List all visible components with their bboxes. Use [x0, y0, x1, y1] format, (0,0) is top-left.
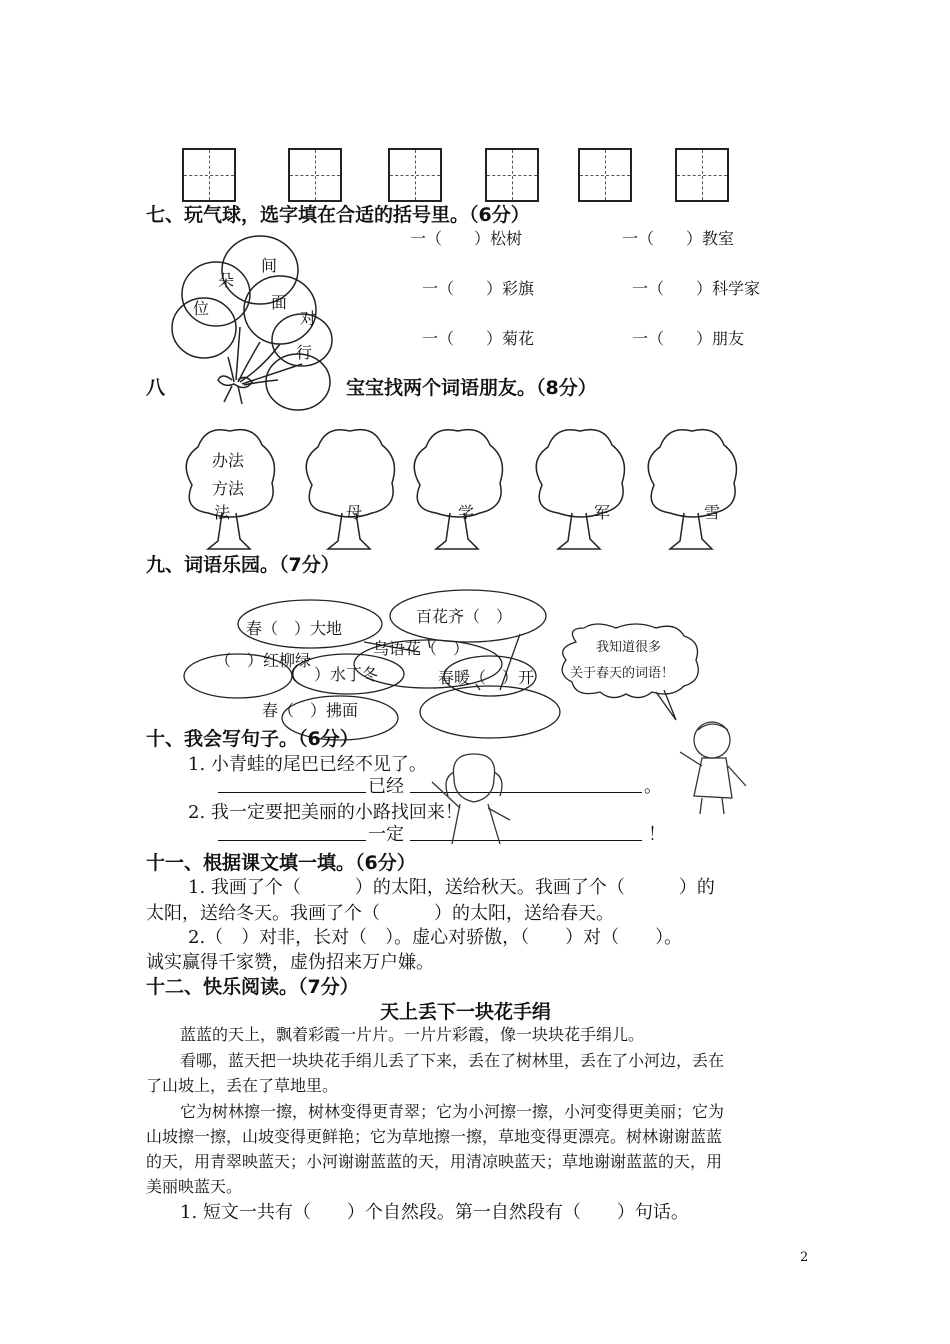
writing-box[interactable]: [288, 148, 342, 202]
tree-example-word: 方法: [212, 479, 245, 498]
passage-line: 蓝蓝的天上，飘着彩霞一片片。一片片彩霞，像一块块花手绢儿。: [180, 1025, 645, 1044]
boy-illustration-icon: [672, 716, 762, 816]
fill-blank[interactable]: 一（ ）科学家: [632, 279, 761, 298]
balloon-char: 行: [296, 343, 313, 362]
fill-blank[interactable]: 一（ ）朋友: [632, 329, 745, 348]
writing-box[interactable]: [388, 148, 442, 202]
answer-line[interactable]: [218, 840, 366, 841]
tree-icon: [640, 425, 742, 553]
tree-example-word: 办法: [212, 451, 245, 470]
q9-title: 九、词语乐园。（7分）: [146, 554, 340, 576]
phrase[interactable]: 鸟语花（ ）: [373, 639, 470, 658]
q11-title: 十一、根据课文填一填。（6分）: [146, 852, 416, 874]
balloon-char: 对: [300, 309, 317, 328]
sentence-fill-word: 一定: [368, 824, 404, 845]
phrase[interactable]: 百花齐（ ）: [416, 607, 513, 626]
balloon-char: 间: [261, 256, 278, 275]
passage-line: 美丽映蓝天。: [146, 1177, 243, 1196]
passage-line: 了山坡上，丢在了草地里。: [146, 1076, 339, 1095]
writing-box[interactable]: [485, 148, 539, 202]
sentence-fill-word: 已经: [368, 776, 404, 797]
passage-title: 天上丢下一块花手绢: [380, 1001, 552, 1023]
text-line: 诚实赢得千家赞，虚伪招来万户嫌。: [146, 952, 434, 973]
tree-icon: [298, 425, 400, 553]
q10-title: 十、我会写句子。（6分）: [146, 728, 359, 750]
writing-box[interactable]: [675, 148, 729, 202]
q7-title: 七、玩气球，选字填在合适的括号里。（6分）: [146, 204, 530, 226]
tree-char: 学: [458, 503, 475, 522]
phrase[interactable]: 春（ ）拂面: [262, 701, 359, 720]
q8-title-right: 宝宝找两个词语朋友。（8分）: [346, 377, 597, 399]
tree-char: 法: [214, 503, 231, 522]
passage-line: 它为树林擦一擦，树林变得更青翠；它为小河擦一擦，小河变得更美丽；它为: [180, 1102, 725, 1121]
passage-line: 看哪，蓝天把一块块花手绢儿丢了下来，丢在了树林里，丢在了小河边，丢在: [180, 1051, 725, 1070]
text-line: 2.（ ）对非，长对（ ）。虚心对骄傲，（ ）对（ ）。: [188, 927, 683, 948]
sentence: 1. 小青蛙的尾巴已经不见了。: [188, 754, 427, 775]
writing-box[interactable]: [182, 148, 236, 202]
fill-blank[interactable]: 一（ ）松树: [410, 229, 523, 248]
speech-text: 我知道很多: [596, 640, 662, 655]
sentence-end: 。: [644, 776, 662, 797]
reading-question: 1. 短文一共有（ ）个自然段。第一自然段有（ ）句话。: [180, 1202, 689, 1223]
phrase[interactable]: （ ）红柳绿: [215, 651, 312, 670]
fill-blank[interactable]: 一（ ）教室: [622, 229, 735, 248]
page-number: 2: [800, 1250, 809, 1265]
phrase[interactable]: （ ）水丁冬: [282, 665, 379, 684]
girl-illustration-icon: [414, 748, 534, 848]
fill-blank[interactable]: 一（ ）菊花: [422, 329, 535, 348]
balloon-char: 位: [193, 299, 210, 318]
tree-char: 母: [346, 503, 363, 522]
q8-title-left: 八: [146, 377, 166, 399]
fill-blank[interactable]: 一（ ）彩旗: [422, 279, 535, 298]
balloon-char: 面: [271, 293, 288, 312]
sentence-end: ！: [648, 824, 666, 845]
text-line: 太阳，送给冬天。我画了个（ ）的太阳，送给春天。: [146, 903, 614, 924]
phrase[interactable]: 春暖（ ）开: [438, 668, 535, 687]
q12-title: 十二、快乐阅读。（7分）: [146, 976, 359, 998]
answer-line[interactable]: [218, 792, 366, 793]
text-line: 1. 我画了个（ ）的太阳，送给秋天。我画了个（ ）的: [188, 877, 715, 898]
passage-line: 山坡擦一擦，山坡变得更鲜艳；它为草地擦一擦，草地变得更漂亮。树林谢谢蓝蓝: [146, 1127, 723, 1146]
tree-char: 军: [594, 503, 611, 522]
tree-char: 雪: [704, 503, 721, 522]
writing-box[interactable]: [578, 148, 632, 202]
tree-icon: [406, 425, 508, 553]
passage-line: 的天，用青翠映蓝天；小河谢谢蓝蓝的天，用清凉映蓝天；草地谢谢蓝蓝的天，用: [146, 1152, 723, 1171]
balloon-char: 朵: [218, 271, 235, 290]
phrase[interactable]: 春（ ）大地: [246, 619, 343, 638]
tree-icon: [528, 425, 630, 553]
speech-text: 关于春天的词语！: [570, 666, 675, 681]
sentence: 2. 我一定要把美丽的小路找回来！: [188, 802, 463, 823]
